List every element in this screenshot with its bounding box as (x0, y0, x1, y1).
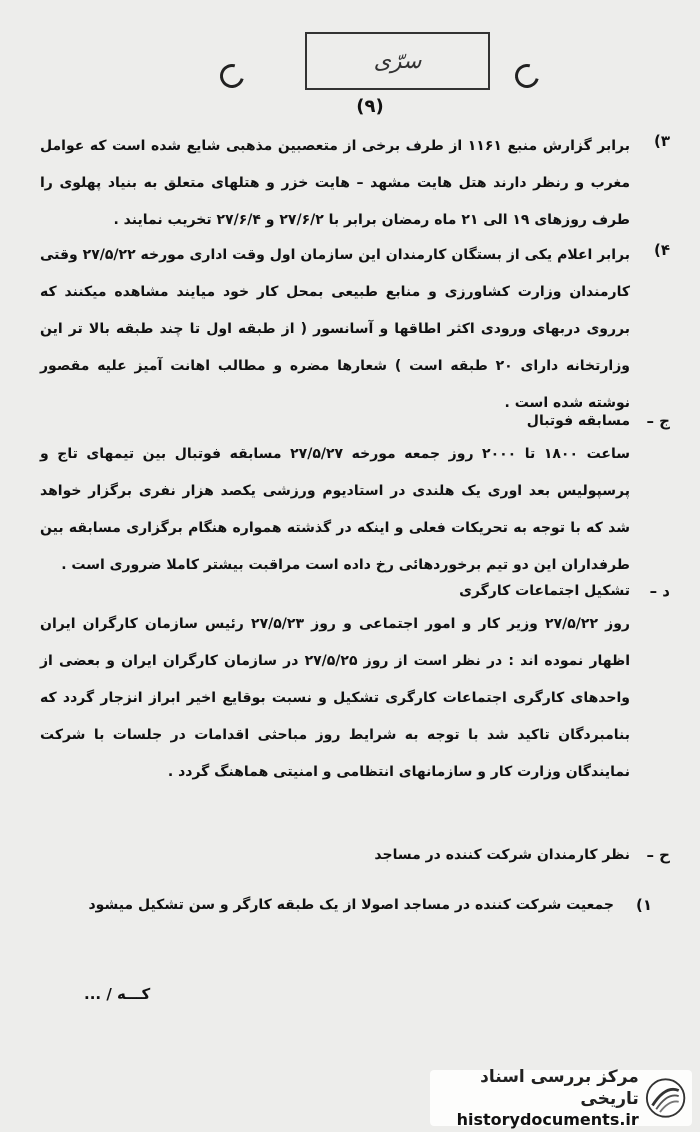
continuation-mark: کـــه / ... (84, 985, 151, 1003)
section-heading: نظر کارمندان شرکت کننده در مساجد (374, 847, 630, 863)
archive-name: مرکز بررسی اسناد تاریخی (480, 1067, 639, 1109)
subitem-marker: ۱) (635, 896, 652, 914)
section-football (40, 406, 670, 584)
section-marker: ج – (646, 412, 670, 430)
classification-stamp (305, 32, 490, 90)
item-4 (40, 237, 670, 422)
subitem-1 (89, 890, 653, 920)
page-number: (۹) (356, 96, 384, 117)
section-text: روز ۲۷/۵/۲۲ وزیر کار و امور اجتماعی و روز ۲۷/۵/۲۳ رئیس سازمان کارگران ایران اظهار نموده اند : در نظر است از روز ۲۷/۵/۲۵ در سازمان کارگران ایران و بعضی از واحدهای کارگری اجتماعات کارگری تشکیل و نسبت بوقایع اخیر ابراز انزجار گردد که بنامبردگان تاکید شد با توجه به شرایط روز مباحثی اقدامات در جلسات با شرکت نمایندگان وزارت کار و سازمانهای انتظامی و امنیتی هماهنگ گردد . (40, 616, 630, 780)
archive-watermark-text (430, 1066, 639, 1130)
section-marker: د – (649, 582, 670, 600)
item-3 (40, 128, 670, 239)
section-mosques (374, 840, 670, 870)
section-labor (40, 576, 670, 791)
punch-hole-right (511, 60, 544, 93)
item-marker: ۴) (653, 241, 670, 259)
section-marker: ح – (646, 846, 670, 864)
section-heading: تشکیل اجتماعات کارگری (459, 583, 630, 599)
punch-hole-left (216, 60, 249, 93)
archive-watermark (430, 1067, 692, 1129)
item-text: برابر اعلام یکی از بستگان کارمندان این سازمان اول وقت اداری مورخه ۲۷/۵/۲۲ وقتی کارمندان وزارت کشاورزی و منابع طبیعی بمحل کار خود میایند مشاهده میکنند که برروی دربهای ورودی اکثر اطاقها و آسانسور ( از طبقه اول تا چند طبقه بالا تر این وزارتخانه دارای ۲۰ طبقه است ) شعارها مضره و مطالب اهانت آمیز علیه مقصور نوشته شده است . (40, 247, 631, 411)
item-text: برابر گزارش منبع ۱۱۶۱ از طرف برخی از متعصبین مذهبی شایع شده است که عوامل مغرب و رنظر دارند هتل هایت مشهد – هایت خزر و هتلهای متعلق به بنیاد پهلوی را طرف روزهای ۱۹ الی ۲۱ ماه رمضان برابر با ۲۷/۶/۲ و ۲۷/۶/۴ تخریب نمایند . (40, 138, 630, 228)
subitem-text: جمعیت شرکت کننده در مساجد اصولا از یک طبقه کارگر و سن تشکیل میشود (88, 897, 614, 913)
classification-stamp-text: سرّی (373, 48, 422, 74)
section-text: ساعت ۱۸۰۰ تا ۲۰۰۰ روز جمعه مورخه ۲۷/۵/۲۷ مسابقه فوتبال بین تیمهای تاج و پرسپولیس بعد اوری یک هلندی در استادیوم ورزشی یکصد هزار نفری برگزار خواهد شد که با توجه به تحریکات فعلی و اینکه در گذشته همواره هنگام برگزاری مسابقه بین طرفداران این دو تیم برخوردهائی رخ داده است مراقبت بیشتر کاملا ضروری است . (40, 446, 630, 573)
archive-url: historydocuments.ir (456, 1110, 639, 1129)
archive-logo-icon (645, 1076, 686, 1120)
item-marker: ۳) (653, 132, 670, 150)
section-heading: مسابقه فوتبال (526, 413, 630, 429)
